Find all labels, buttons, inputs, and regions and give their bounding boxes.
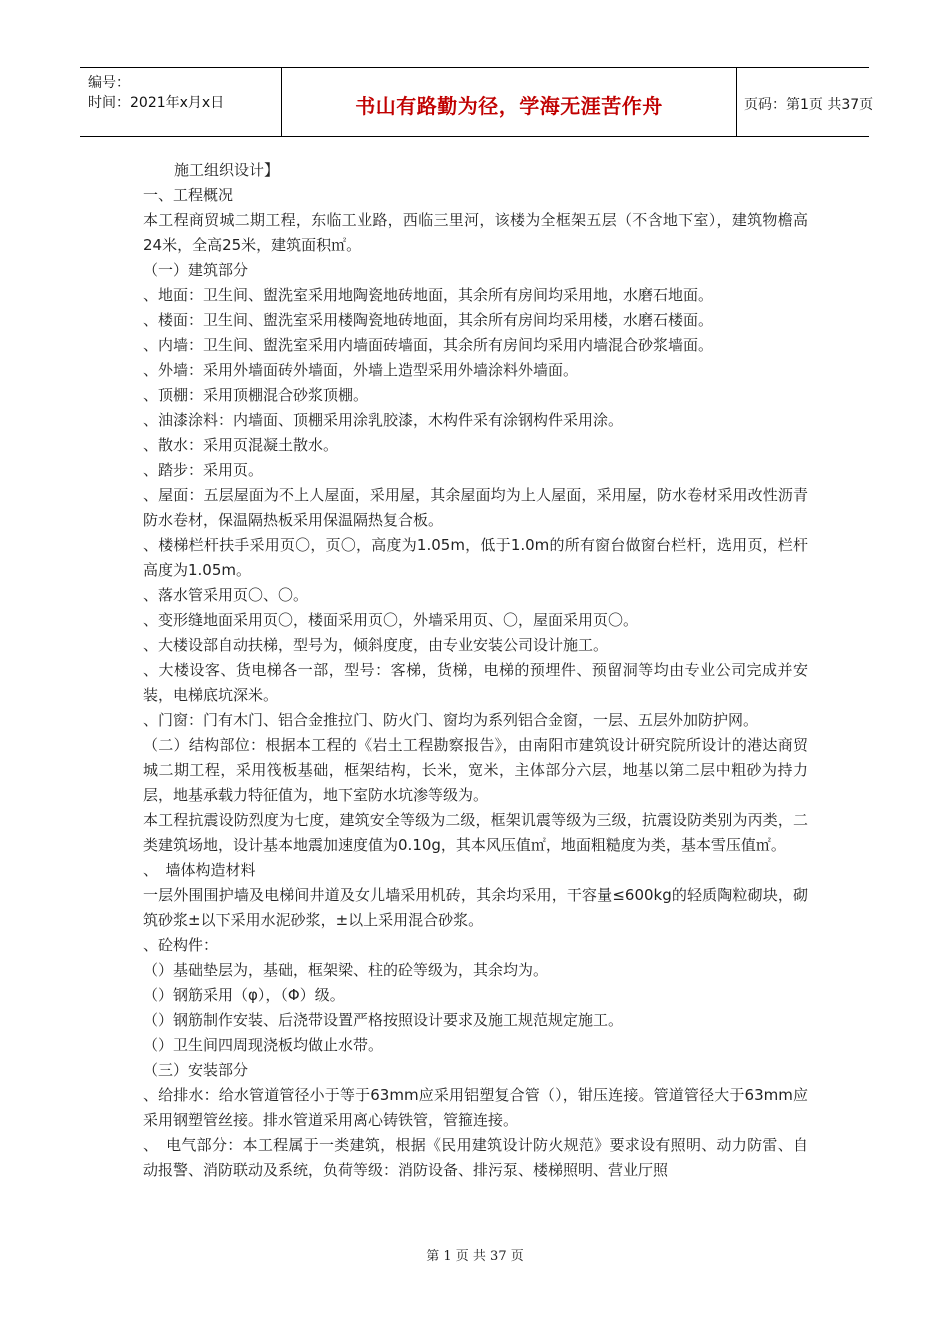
list-item: （）基础垫层为，基础，框架梁、柱的砼等级为，其余均为。 xyxy=(143,961,549,979)
list-item: 、 墙体构造材料 xyxy=(143,861,256,879)
header-page-cell xyxy=(736,68,874,136)
list-item: 、屋面：五层屋面为不上人屋面，采用屋，其余屋面均为上人屋面，采用屋，防水卷材采用改性沥青防水卷材，保温隔热板采用保温隔热复合板。 xyxy=(143,486,808,529)
time-label: 时间：2021年x月x日 xyxy=(88,95,225,111)
list-item: （）钢筋制作安装、后浇带设置严格按照设计要求及施工规范规定施工。 xyxy=(143,1011,624,1029)
list-item: 、地面：卫生间、盥洗室采用地陶瓷地砖地面，其余所有房间均采用地，水磨石地面。 xyxy=(143,286,714,304)
document-body xyxy=(143,158,808,1183)
page-footer: 第 1 页 共 37 页 xyxy=(426,1249,524,1264)
list-item: （）钢筋采用（φ），（Φ）级。 xyxy=(143,986,345,1004)
paragraph: 一层外围围护墙及电梯间井道及女儿墙采用机砖，其余均采用，干容量≤600kg的轻质陶粒砌块，砌筑砂浆±以下采用水泥砂浆，±以上采用混合砂浆。 xyxy=(143,886,808,929)
list-item: 、 电气部分：本工程属于一类建筑，根据《民用建筑设计防火规范》要求设有照明、动力防雷、自动报警、消防联动及系统，负荷等级：消防设备、排污泵、楼梯照明、营业厅照 xyxy=(143,1136,808,1179)
page-label: 页码：第1页 共37页 xyxy=(744,97,874,113)
list-item: 、楼梯栏杆扶手采用页〇，页〇，高度为1.05m，低于1.0m的所有窗台做窗台栏杆，选用页，栏杆高度为1.05m。 xyxy=(143,536,808,579)
list-item: 、砼构件： xyxy=(143,936,219,954)
list-item: 、大楼设部自动扶梯，型号为，倾斜度度，由专业安装公司设计施工。 xyxy=(143,636,609,654)
code-label: 编号： xyxy=(88,75,130,91)
header-motto-cell xyxy=(281,68,737,136)
section-heading: 一、工程概况 xyxy=(143,186,234,204)
header-table xyxy=(80,67,874,137)
list-item: 、落水管采用页〇、〇。 xyxy=(143,586,309,604)
header-info-cell xyxy=(80,68,281,136)
subsection-heading: （一）建筑部分 xyxy=(143,261,249,279)
list-item: 、外墙：采用外墙面砖外墙面，外墙上造型采用外墙涂料外墙面。 xyxy=(143,361,579,379)
list-item: 、给排水：给水管道管径小于等于63mm应采用铝塑复合管（），钳压连接。管道管径大于63mm应采用钢塑管丝接。排水管道采用离心铸铁管，管箍连接。 xyxy=(143,1086,808,1129)
list-item: 、油漆涂料：内墙面、顶棚采用涂乳胶漆，木构件采有涂钢构件采用涂。 xyxy=(143,411,624,429)
list-item: 、顶棚：采用顶棚混合砂浆顶棚。 xyxy=(143,386,369,404)
subsection-heading: （三）安装部分 xyxy=(143,1061,249,1079)
paragraph: 本工程商贸城二期工程，东临工业路，西临三里河，该楼为全框架五层（不含地下室），建筑物檐高24米，全高25米，建筑面积㎡。 xyxy=(143,211,808,254)
list-item: 、踏步：采用页。 xyxy=(143,461,264,479)
list-item: 、门窗：门有木门、铝合金推拉门、防火门、窗均为系列铝合金窗，一层、五层外加防护网。 xyxy=(143,711,759,729)
list-item: 、变形缝地面采用页〇，楼面采用页〇，外墙采用页、〇，屋面采用页〇。 xyxy=(143,611,639,629)
list-item: 、散水：采用页混凝土散水。 xyxy=(143,436,339,454)
list-item: （）卫生间四周现浇板均做止水带。 xyxy=(143,1036,384,1054)
motto-text: 书山有路勤为径，学海无涯苦作舟 xyxy=(355,94,663,118)
list-item: 、楼面：卫生间、盥洗室采用楼陶瓷地砖地面，其余所有房间均采用楼，水磨石楼面。 xyxy=(143,311,714,329)
paragraph: （二）结构部位：根据本工程的《岩土工程勘察报告》，由南阳市建筑设计研究院所设计的港达商贸城二期工程，采用筏板基础，框架结构，长米，宽米，主体部分六层，地基以第二层中粗砂为持力层，地基承载力特征值为，地下室防水坑渗等级为。 xyxy=(143,736,808,804)
doc-title: 施工组织设计】 xyxy=(174,161,280,179)
list-item: 、内墙：卫生间、盥洗室采用内墙面砖墙面，其余所有房间均采用内墙混合砂浆墙面。 xyxy=(143,336,714,354)
paragraph: 本工程抗震设防烈度为七度，建筑安全等级为二级，框架讥震等级为三级，抗震设防类别为丙类，二类建筑场地，设计基本地震加速度值为0.10g，其本风压值㎡，地面粗糙度为类，基本雪压值㎡。 xyxy=(143,811,808,854)
list-item: 、大楼设客、货电梯各一部，型号：客梯，货梯，电梯的预埋件、预留洞等均由专业公司完成并安装，电梯底坑深米。 xyxy=(143,661,808,704)
